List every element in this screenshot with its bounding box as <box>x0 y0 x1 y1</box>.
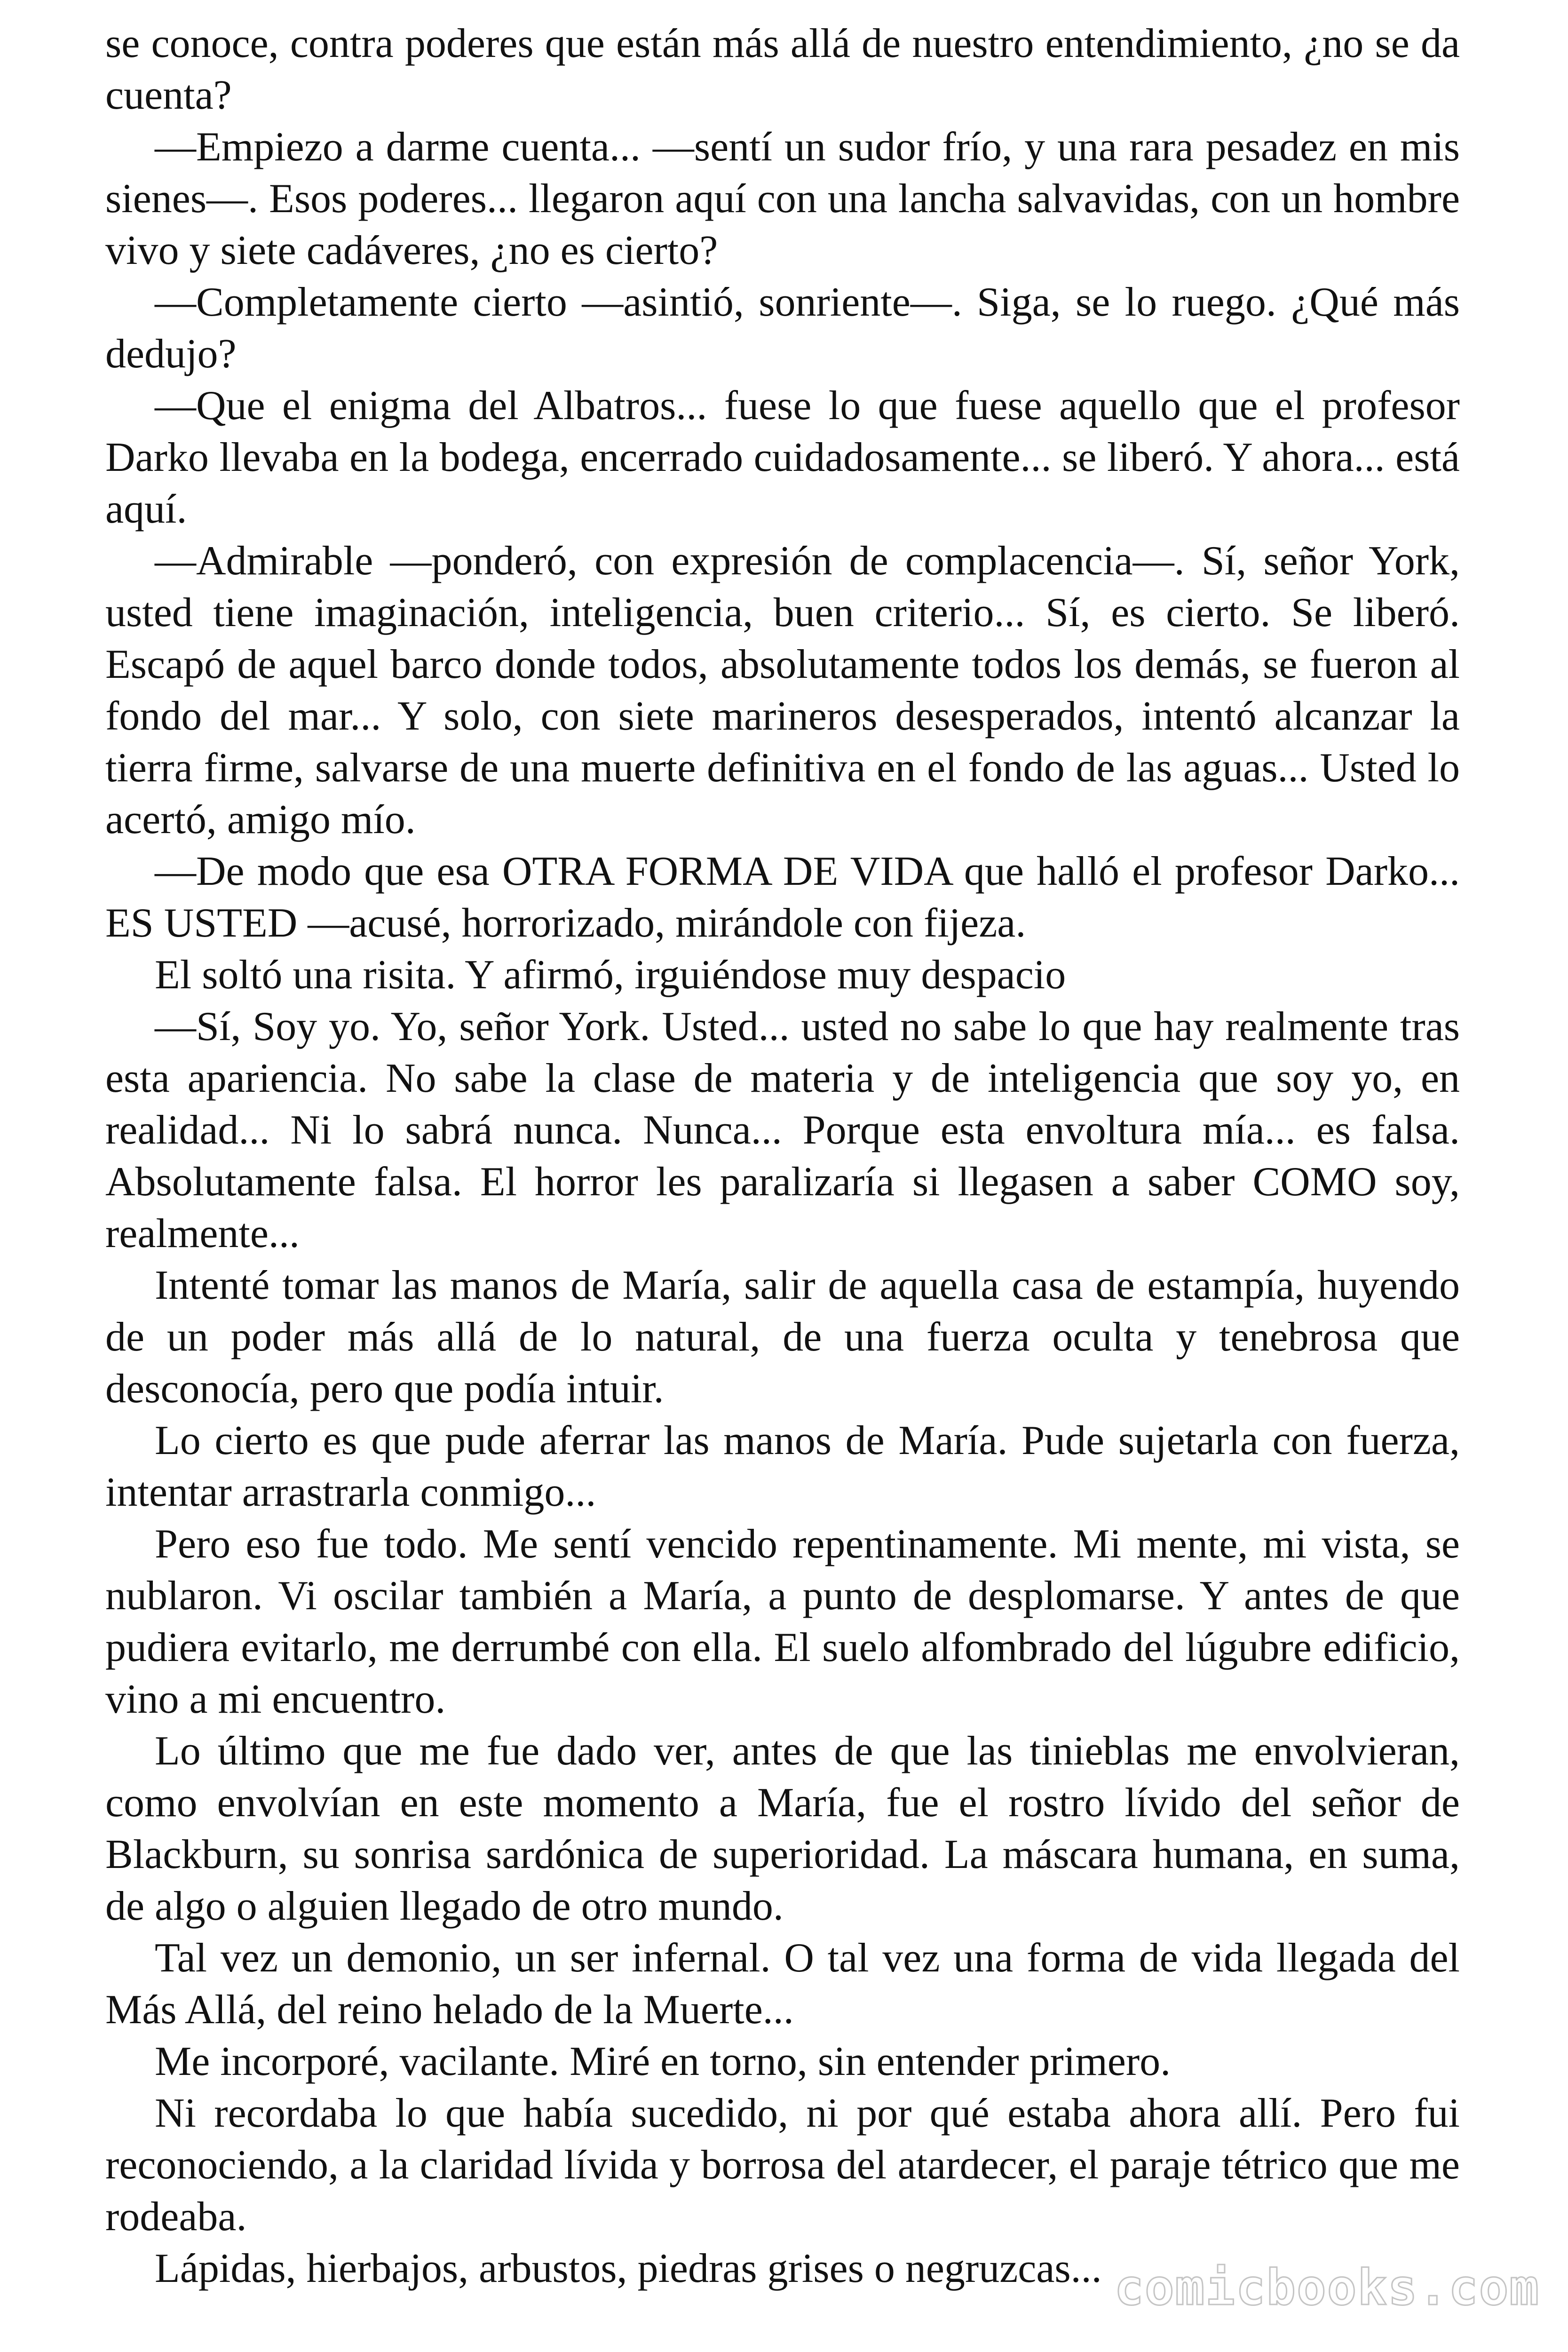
paragraph: Me incorporé, vacilante. Miré en torno, sin entender primero. <box>155 2039 1171 2084</box>
paragraph: —Empiezo a darme cuenta... —sentí un sudor frío, y una rara pesadez en mis sienes—. Esos poderes... llegaron aquí con una lancha salvavidas, con un hombre vivo y siete cadáveres, ¿no es cierto? <box>105 124 1460 273</box>
paragraph: Intenté tomar las manos de María, salir de aquella casa de estampía, huyendo de un poder más allá de lo natural, de una fuerza oculta y tenebrosa que desconocía, pero que podía intuir. <box>105 1263 1460 1412</box>
paragraph: Lo cierto es que pude aferrar las manos de María. Pude sujetarla con fuerza, intentar arrastrarla conmigo... <box>105 1418 1460 1515</box>
paragraph: Lo último que me fue dado ver, antes de que las tinieblas me envolvieran, como envolvían en este momento a María, fue el rostro lívido del señor de Blackburn, su sonrisa sardónica de superioridad. La máscara humana, en suma, de algo o alguien llegado de otro mundo. <box>105 1728 1460 1929</box>
paragraph: se conoce, contra poderes que están más allá de nuestro entendimiento, ¿no se da cuenta? <box>105 21 1460 118</box>
paragraph: —Completamente cierto —asintió, sonriente—. Siga, se lo ruego. ¿Qué más dedujo? <box>105 279 1460 377</box>
watermark: comicbooks.com <box>1114 2259 1540 2316</box>
paragraph: Ni recordaba lo que había sucedido, ni por qué estaba ahora allí. Pero fui reconociendo, a la claridad lívida y borrosa del atardecer, el paraje tétrico que me rodeaba. <box>105 2090 1460 2240</box>
paragraph: Tal vez un demonio, un ser infernal. O tal vez una forma de vida llegada del Más Allá, del reino helado de la Muerte... <box>105 1935 1460 2033</box>
paragraph: Pero eso fue todo. Me sentí vencido repentinamente. Mi mente, mi vista, se nublaron. Vi oscilar también a María, a punto de desplomarse. Y antes de que pudiera evitarlo, me derrumbé con ella. El suelo alfombrado del lúgubre edificio, vino a mi encuentro. <box>105 1521 1460 1722</box>
paragraph: —Sí, Soy yo. Yo, señor York. Usted... usted no sabe lo que hay realmente tras esta apariencia. No sabe la clase de materia y de inteligencia que soy yo, en realidad... Ni lo sabrá nunca. Nunca... Porque esta envoltura mía... es falsa. Absolutamente falsa. El horror les paralizaría si llegasen a saber COMO soy, realmente... <box>105 1004 1460 1256</box>
paragraph: Lápidas, hierbajos, arbustos, piedras grises o negruzcas... <box>155 2246 1102 2291</box>
paragraph: —Que el enigma del Albatros... fuese lo que fuese aquello que el profesor Darko llevaba en la bodega, encerrado cuidadosamente... se liberó. Y ahora... está aquí. <box>105 383 1460 532</box>
paragraph: —De modo que esa OTRA FORMA DE VIDA que halló el profesor Darko... ES USTED —acusé, horrorizado, mirándole con fijeza. <box>105 849 1460 946</box>
paragraph: El soltó una risita. Y afirmó, irguiéndose muy despacio <box>155 952 1066 998</box>
paragraph: —Admirable —ponderó, con expresión de complacencia—. Sí, señor York, usted tiene imaginación, inteligencia, buen criterio... Sí, es cierto. Se liberó. Escapó de aquel barco donde todos, absolutamente todos los demás, se fueron al fondo del mar... Y solo, con siete marineros desesperados, intentó alcanzar la tierra firme, salvarse de una muerte definitiva en el fondo de las aguas... Usted lo acertó, amigo mío. <box>105 538 1460 842</box>
body-text <box>105 18 1460 2295</box>
